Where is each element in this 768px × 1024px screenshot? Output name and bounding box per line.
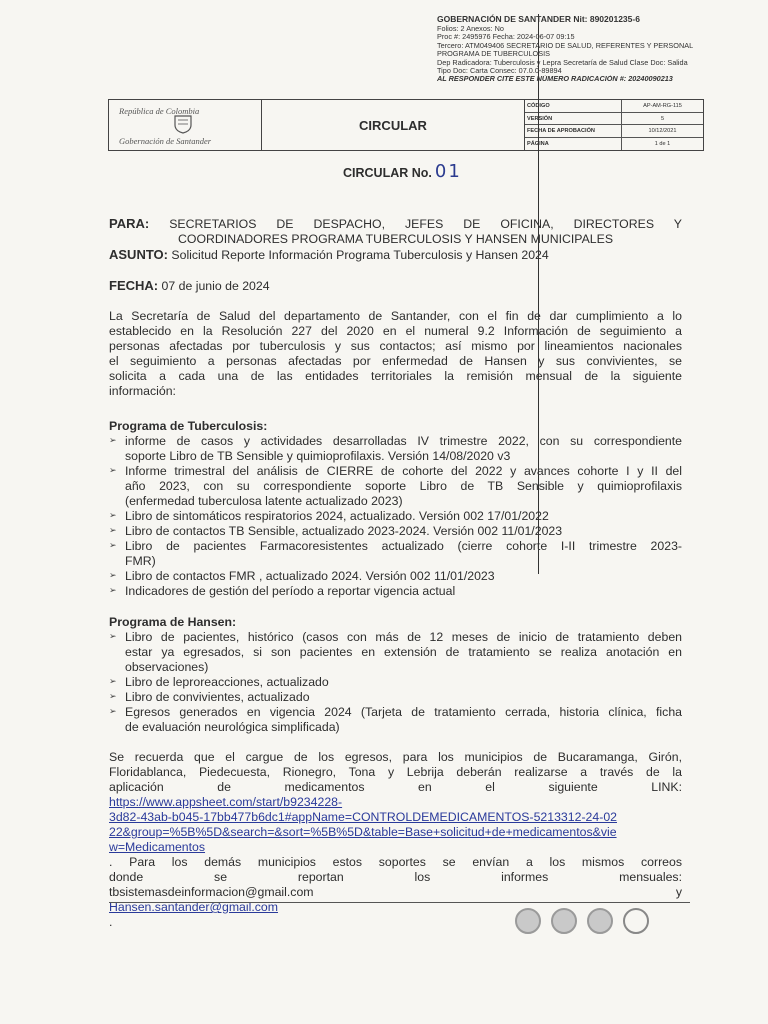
certification-seal-icon <box>587 908 613 934</box>
fecha-line <box>109 278 682 294</box>
closing-paragraph <box>109 750 682 930</box>
tb-item: ➢ Libro de contactos FMR , actualizado 2024. Versión 002 11/01/2023 <box>109 569 682 584</box>
closing-line <box>109 840 682 870</box>
appsheet-link[interactable]: https://www.appsheet.com/start/b9234228- <box>109 795 343 809</box>
meta-value: 1 de 1 <box>654 140 671 147</box>
certification-seal-icon <box>515 908 541 934</box>
para-label: PARA: <box>109 216 150 231</box>
closing-line: Floridablanca, Piedecuesta, Rionegro, Tona y Lebrija deberán realizarse a través de la <box>109 765 682 779</box>
meta-key: VERSIÓN <box>525 113 622 125</box>
circular-number-value: 01 <box>434 161 462 182</box>
para-recipients-1: SECRETARIOS DE DESPACHO, JEFES DE OFICINA, DIRECTORES Y <box>169 217 682 231</box>
closing-line: Se recuerda que el cargue de los egresos, para los municipios de Bucaramanga, Girón, <box>109 750 682 764</box>
appsheet-link[interactable]: 3d82-43ab-b045-17bb477b6dc1#appName=CONTROLDEMEDICAMENTOS-5213312-24-02 <box>109 810 617 824</box>
document-meta <box>525 100 703 150</box>
stamp-line: Tercero: ATM049406 SECRETARIO DE SALUD, REFERENTES Y PERSONAL <box>437 41 694 50</box>
intro-line: establecido en la Resolución 227 del 2020 en el numeral 9.2 Información de seguimiento a <box>109 324 682 338</box>
closing-text: . <box>109 915 113 929</box>
tb-item-cont: FMR) <box>125 554 156 568</box>
meta-key: CÓDIGO <box>525 100 622 112</box>
meta-value: 10/12/2021 <box>648 128 677 134</box>
closing-text: aplicación de medicamentos en el siguiente LINK: <box>109 780 682 794</box>
appsheet-link[interactable]: w=Medicamentos <box>109 840 206 854</box>
hansen-email-link[interactable]: Hansen.santander@gmail.com <box>109 900 279 914</box>
intro-line: información: <box>109 384 176 398</box>
tb-item: ➢ Libro de contactos TB Sensible, actualizado 2023-2024. Versión 002 11/01/2023 <box>109 524 682 539</box>
asunto-line <box>109 247 682 263</box>
document-type-title: CIRCULAR <box>262 100 525 150</box>
certification-seals <box>515 908 675 934</box>
meta-key: FECHA DE APROBACIÓN <box>525 125 622 137</box>
asunto-label: ASUNTO: <box>109 247 168 262</box>
meta-key: PÁGINA <box>525 138 622 151</box>
intro-line: el seguimiento a personas afectadas por enfermedad de Hansen y sus convivientes, se <box>109 354 682 368</box>
fecha-label: FECHA: <box>109 278 159 293</box>
fecha-text: 07 de junio de 2024 <box>161 279 270 293</box>
government-logo <box>109 100 262 150</box>
scan-fold-line <box>538 14 539 574</box>
stamp-line: GOBERNACIÓN DE SANTANDER Nit: 890201235-6 <box>437 14 640 24</box>
meta-value: AP-AM-RG-115 <box>643 103 682 109</box>
tb-item: ➢ Indicadores de gestión del período a reportar vigencia actual <box>109 584 682 599</box>
stamp-line: Folios: 2 Anexos: No <box>437 25 504 33</box>
meta-value: 5 <box>660 115 665 122</box>
stamp-line: AL RESPONDER CITE ESTE NÚMERO RADICACIÓN #: 20240090213 <box>437 75 673 84</box>
tb-item: ➢ Libro de pacientes Farmacoresistentes actualizado (cierre cohorte I-II trimestre 2023- <box>109 539 682 554</box>
tb-email: tbsistemasdeinformacion@gmail.com y <box>109 885 682 899</box>
hansen-item: ➢ Libro de leproreacciones, actualizado <box>109 675 682 690</box>
tb-section-heading: Programa de Tuberculosis: <box>109 419 268 433</box>
hansen-item: ➢ Libro de convivientes, actualizado <box>109 690 682 705</box>
stamp-line: Proc #: 2495976 Fecha: 2024-06-07 09:15 <box>437 33 575 42</box>
meta-row <box>525 125 703 138</box>
meta-row <box>525 113 703 126</box>
hansen-item-cont: estar ya egresados, si son pacientes en extensión de tratamiento se realiza anotación en <box>125 645 682 659</box>
hansen-item-cont: observaciones) <box>125 660 209 674</box>
certification-seal-icon <box>551 908 577 934</box>
coat-of-arms-icon <box>171 114 195 134</box>
closing-line <box>109 870 682 900</box>
asunto-text: Solicitud Reporte Información Programa Tuberculosis y Hansen 2024 <box>171 248 549 262</box>
hansen-item: ➢ Libro de pacientes, histórico (casos con más de 12 meses de inicio de tratamiento deben <box>109 630 682 645</box>
hansen-section-heading: Programa de Hansen: <box>109 615 237 629</box>
document-header-table <box>108 99 704 151</box>
intro-line: La Secretaría de Salud del departamento de Santander, con el fin de dar cumplimiento a lo <box>109 309 682 323</box>
appsheet-link[interactable]: 22&group=%5B%5D&search=&sort=%5B%5D&table=Base+solicitud+de+medicamentos&vie <box>109 825 617 839</box>
para-recipients-2: COORDINADORES PROGRAMA TUBERCULOSIS Y HANSEN MUNICIPALES <box>178 232 614 246</box>
intro-paragraph <box>109 309 682 399</box>
hansen-item: ➢ Egresos generados en vigencia 2024 (Tarjeta de tratamiento cerrada, historia clínica, ficha <box>109 705 682 720</box>
hansen-item-cont: de evaluación neurológica simplificada) <box>125 720 340 734</box>
tb-item: ➢ informe de casos y actividades desarrolladas IV trimestre 2022, con su correspondiente <box>109 434 682 449</box>
radication-stamp <box>437 14 737 84</box>
tb-item-cont: año 2023, con su correspondiente soporte Libro de TB Sensible y quimioprofilaxis <box>125 479 682 493</box>
footer-divider <box>109 902 690 903</box>
stamp-line: PROGRAMA DE TUBERCULOSIS <box>437 50 550 59</box>
closing-text: donde se reportan los informes mensuales: <box>109 870 682 884</box>
circular-number-label: CIRCULAR No. <box>343 166 432 180</box>
intro-line: personas afectadas por tuberculosis y sus contactos; así mismo por lineamientos nacionales <box>109 339 682 353</box>
stamp-line: Dep Radicadora: Tuberculosis y Lepra Secretaría de Salud Clase Doc: Salida <box>437 58 688 67</box>
document-body <box>109 216 682 930</box>
tb-item: ➢ Informe trimestral del análisis de CIERRE de cohorte del 2022 y avances cohorte I y II del <box>109 464 682 479</box>
logo-line-republica: República de Colombia <box>119 106 200 116</box>
meta-row <box>525 138 703 151</box>
intro-line: solicita a cada una de las entidades territoriales la remisión mensual de la siguiente <box>109 369 682 383</box>
tb-item-cont: soporte Libro de TB Sensible y quimioprofilaxis. Versión 14/08/2020 v3 <box>125 449 511 463</box>
closing-text: . Para los demás municipios estos soportes se envían a los mismos correos <box>109 855 682 869</box>
meta-row <box>525 100 703 113</box>
certification-seal-icon <box>623 908 649 934</box>
logo-line-gobernacion: Gobernación de Santander <box>119 136 212 146</box>
stamp-line: Tipo Doc: Carta Consec: 07.0.0-89894 <box>437 67 562 76</box>
para-line <box>109 216 682 232</box>
tb-item-cont: (enfermedad tuberculosa latente actualizado 2023) <box>125 494 403 508</box>
tb-item: ➢ Libro de sintomáticos respiratorios 2024, actualizado. Versión 002 17/01/2022 <box>109 509 682 524</box>
closing-line <box>109 780 682 810</box>
circular-number <box>343 161 462 182</box>
